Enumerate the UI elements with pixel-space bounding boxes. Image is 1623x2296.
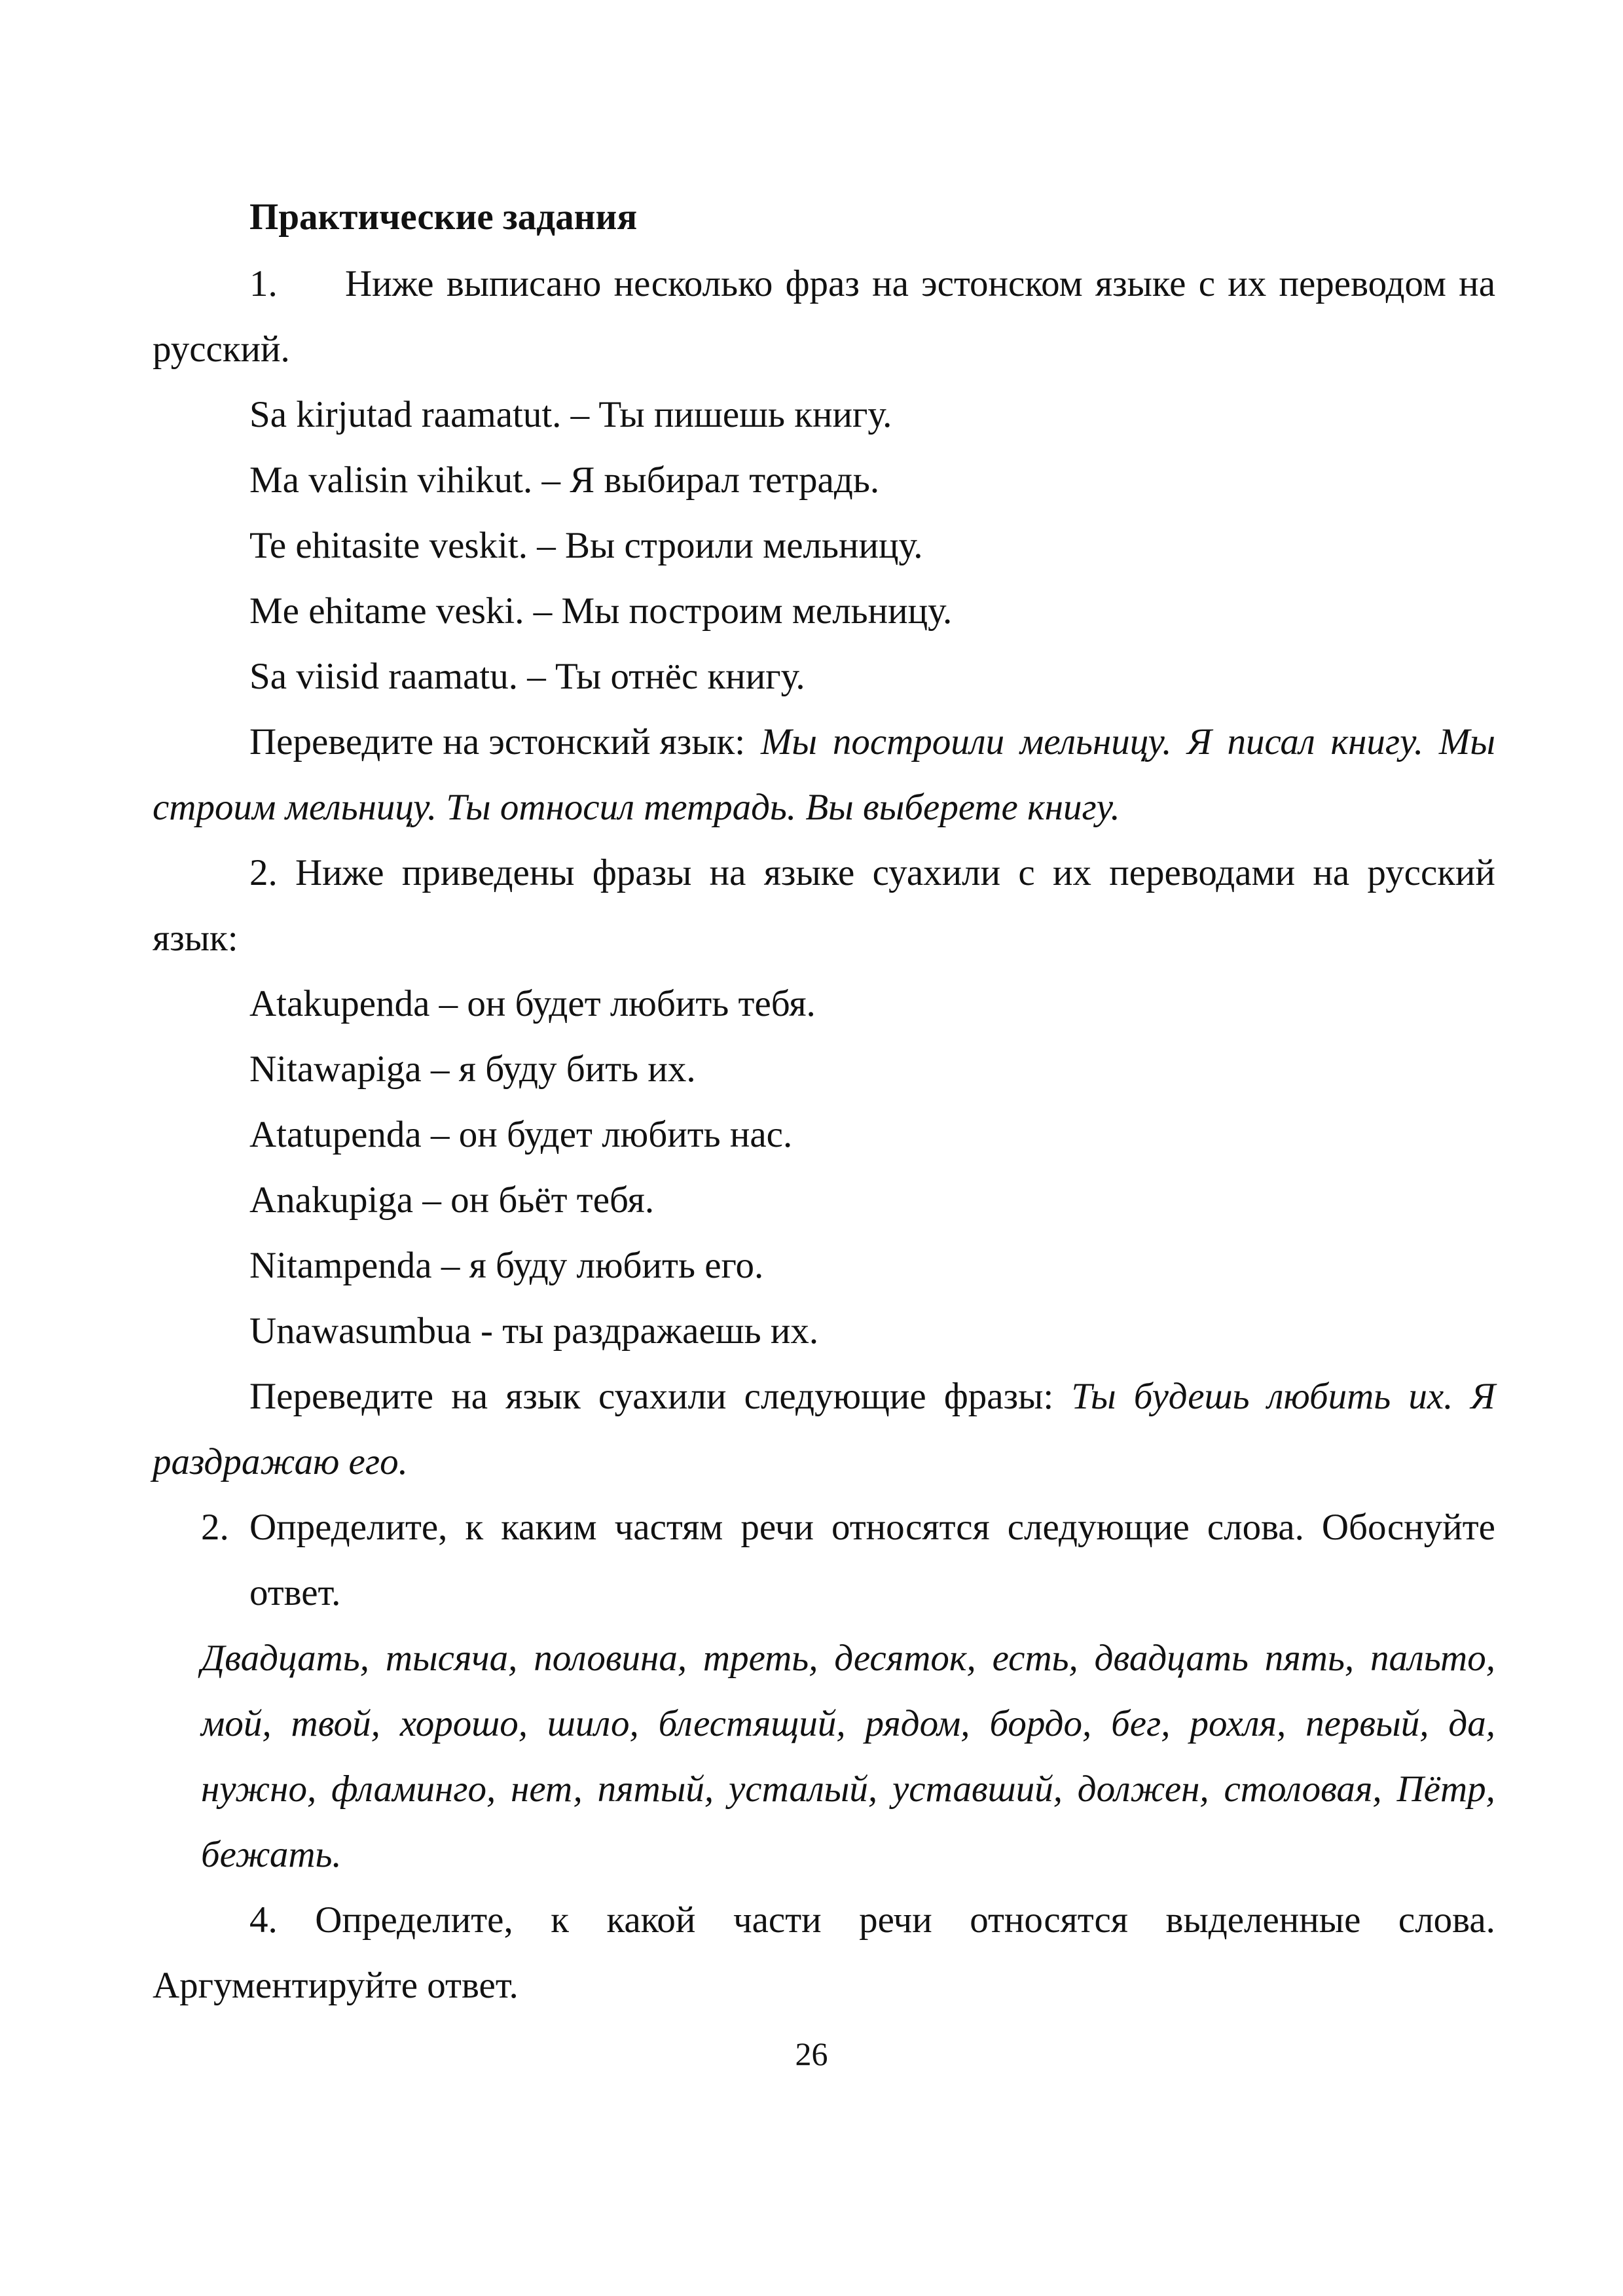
task3-word: Обоснуйте xyxy=(1321,1507,1495,1548)
task3-words-line4: бежать. xyxy=(201,1834,342,1875)
task2-example: Unawasumbua - ты раздражаешь их. xyxy=(249,1310,819,1352)
task1-example: Ma valisin vihikut. – Я выбирал тетрадь. xyxy=(249,459,880,501)
task1-phrases-line2: строим мельницу. Ты относил тетрадь. Вы выберете книгу. xyxy=(153,787,1120,828)
task3-word: речи xyxy=(740,1507,814,1548)
task2-example: Nitampenda – я буду любить его. xyxy=(249,1245,764,1286)
task2-intro-line2: язык: xyxy=(153,918,238,959)
task3-list-word: мой, xyxy=(201,1703,272,1744)
task3-list-word: должен, xyxy=(1077,1768,1209,1810)
task3-words-line2 xyxy=(201,1705,1495,1742)
task3-word: слова. xyxy=(1207,1507,1304,1548)
task1-phrase-word: Я xyxy=(1187,721,1212,762)
task1-phrase-word: Мы xyxy=(1438,721,1495,762)
task2-word: на xyxy=(709,852,746,893)
task4-word: Определите, xyxy=(315,1899,513,1941)
task2-phrase-word: Я xyxy=(1470,1376,1495,1417)
task2-word: суахили xyxy=(872,852,1001,893)
task2-prompt-word: язык xyxy=(505,1376,581,1417)
task2-word: русский xyxy=(1367,852,1495,893)
task1-intro-line2: русский. xyxy=(153,329,290,370)
task3-list-word: есть, xyxy=(992,1638,1078,1679)
task3-list-word: Пётр, xyxy=(1396,1768,1495,1810)
task2-prompt-line2: раздражаю его. xyxy=(153,1441,408,1482)
task2-example: Nitawapiga – я буду бить их. xyxy=(249,1049,696,1090)
task1-intro-line1: Ниже выписано несколько фраз на эстонском языке с их переводом на xyxy=(345,263,1495,304)
task2-example: Atatupenda – он будет любить нас. xyxy=(249,1114,793,1155)
task2-phrase-word: их. xyxy=(1408,1376,1453,1417)
task3-list-word: десяток, xyxy=(834,1638,976,1679)
task2-word: языке xyxy=(763,852,855,893)
task1-phrase-word: Мы xyxy=(760,721,818,762)
task1-phrase-word: мельницу. xyxy=(1019,721,1172,762)
task3-intro-line1 xyxy=(249,1509,1495,1546)
task3-word: Определите, xyxy=(249,1507,448,1548)
task1-prompt-line xyxy=(249,723,1495,761)
task2-prompt-word: на xyxy=(451,1376,488,1417)
task3-list-word: Двадцать, xyxy=(201,1638,370,1679)
task3-word: каким xyxy=(501,1507,597,1548)
task2-prompt-word: следующие xyxy=(744,1376,926,1417)
task4-word: речи xyxy=(859,1899,932,1941)
task1-phrase-word: писал xyxy=(1227,721,1315,762)
task3-list-word: пальто, xyxy=(1370,1638,1495,1679)
task3-list-word: половина, xyxy=(534,1638,687,1679)
task3-list-word: треть, xyxy=(702,1638,818,1679)
task3-word: следующие xyxy=(1007,1507,1190,1548)
task4-word: к xyxy=(551,1899,569,1941)
task2-prompt-word: суахили xyxy=(598,1376,727,1417)
task3-list-word: блестящий, xyxy=(658,1703,846,1744)
task2-phrase-word: Ты xyxy=(1071,1376,1116,1417)
task3-word: к xyxy=(465,1507,484,1548)
task4-word: какой xyxy=(606,1899,696,1941)
task3-number: 2. xyxy=(201,1507,229,1548)
task3-list-word: пятый, xyxy=(597,1768,714,1810)
task2-prompt-line xyxy=(249,1378,1495,1415)
task2-word: с xyxy=(1018,852,1035,893)
task3-list-word: хорошо, xyxy=(399,1703,528,1744)
task4-word: слова. xyxy=(1398,1899,1495,1941)
task4-word: относятся xyxy=(970,1899,1128,1941)
task2-word: их xyxy=(1052,852,1091,893)
task2-word: приведены xyxy=(401,852,575,893)
task3-list-word: нет, xyxy=(511,1768,583,1810)
task3-list-word: да, xyxy=(1448,1703,1495,1744)
task2-word: Ниже xyxy=(295,852,384,893)
task1-phrase-word: книгу. xyxy=(1330,721,1424,762)
task2-prompt-word: фразы: xyxy=(943,1376,1054,1417)
page-number: 26 xyxy=(795,2036,828,2072)
task3-word: относятся xyxy=(831,1507,990,1548)
task3-words-line1 xyxy=(201,1640,1495,1677)
task4-intro-line1 xyxy=(249,1901,1495,1939)
task3-list-word: рохля, xyxy=(1190,1703,1286,1744)
task3-list-word: твой, xyxy=(291,1703,380,1744)
task1-prompt: Переведите на эстонский язык: xyxy=(249,721,746,762)
task3-list-word: шило, xyxy=(547,1703,639,1744)
task3-words-line3 xyxy=(201,1770,1495,1808)
task3-list-word: фламинго, xyxy=(331,1768,496,1810)
task4-word: 4. xyxy=(249,1899,278,1941)
task4-intro-line2: Аргументируйте ответ. xyxy=(153,1965,519,2006)
task1-phrase-word: построили xyxy=(832,721,1005,762)
task3-list-word: тысяча, xyxy=(385,1638,518,1679)
task2-example: Atakupenda – он будет любить тебя. xyxy=(249,983,816,1024)
task1-number: 1. xyxy=(249,263,278,304)
task2-phrase-word: любить xyxy=(1267,1376,1391,1417)
task3-list-word: бордо, xyxy=(989,1703,1092,1744)
task2-word: 2. xyxy=(249,852,278,893)
task3-list-word: уставший, xyxy=(892,1768,1063,1810)
task4-word: части xyxy=(733,1899,822,1941)
task1-example: Sa viisid raamatu. – Ты отнёс книгу. xyxy=(249,656,805,697)
task3-list-word: двадцать xyxy=(1094,1638,1249,1679)
task1-example: Sa kirjutad raamatut. – Ты пишешь книгу. xyxy=(249,394,892,435)
task2-word: фразы xyxy=(592,852,692,893)
task3-list-word: первый, xyxy=(1305,1703,1429,1744)
task4-word: выделенные xyxy=(1165,1899,1361,1941)
task3-list-word: бег, xyxy=(1111,1703,1171,1744)
task2-prompt-word: Переведите xyxy=(249,1376,434,1417)
task3-list-word: усталый, xyxy=(728,1768,878,1810)
task1-example: Te ehitasite veskit. – Вы строили мельницу. xyxy=(249,525,923,566)
task2-word: на xyxy=(1313,852,1350,893)
task2-phrase-word: будешь xyxy=(1133,1376,1250,1417)
task3-intro-line2: ответ. xyxy=(249,1572,341,1613)
task3-list-word: пять, xyxy=(1264,1638,1355,1679)
task1-example: Me ehitame veski. – Мы построим мельницу. xyxy=(249,590,953,632)
task2-example: Anakupiga – он бьёт тебя. xyxy=(249,1179,655,1221)
task3-list-word: нужно, xyxy=(201,1768,317,1810)
task2-word: переводами xyxy=(1109,852,1296,893)
task3-list-word: рядом, xyxy=(865,1703,970,1744)
task3-list-word: столовая, xyxy=(1224,1768,1382,1810)
section-heading: Практические задания xyxy=(249,196,638,238)
task3-word: частям xyxy=(614,1507,723,1548)
task2-intro-line1 xyxy=(249,854,1495,891)
